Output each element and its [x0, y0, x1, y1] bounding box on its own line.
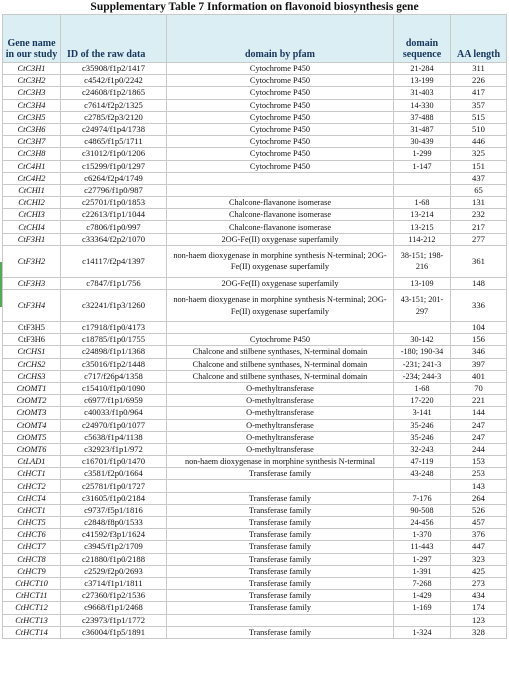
raw-id-cell: c7806/f1p0/997	[61, 221, 167, 233]
aa-length-cell: 217	[451, 221, 507, 233]
domain-sequence-cell: 13-109	[394, 277, 451, 289]
gene-name-cell: CtHCT14	[3, 626, 61, 638]
domain-cell: Transferase family	[167, 492, 394, 504]
domain-sequence-cell: 7-176	[394, 492, 451, 504]
aa-length-cell: 247	[451, 431, 507, 443]
domain-cell: O-methyltransferase	[167, 431, 394, 443]
domain-cell: Cytochrome P450	[167, 148, 394, 160]
gene-name-cell: CtOMT1	[3, 382, 61, 394]
raw-id-cell: c40033/f1p0/964	[61, 407, 167, 419]
domain-sequence-cell: 1-68	[394, 197, 451, 209]
domain-cell: Chalcone-flavanone isomerase	[167, 221, 394, 233]
aa-length-cell: 425	[451, 565, 507, 577]
aa-length-cell: 311	[451, 63, 507, 75]
raw-id-cell: c18785/f1p0/1755	[61, 334, 167, 346]
gene-name-cell: CtHCT11	[3, 590, 61, 602]
raw-id-cell: c17918/f1p0/4173	[61, 322, 167, 334]
raw-id-cell: c22613/f1p1/1044	[61, 209, 167, 221]
aa-length-cell: 357	[451, 99, 507, 111]
aa-length-cell: 437	[451, 172, 507, 184]
table-row	[3, 456, 507, 468]
domain-sequence-cell: 90-508	[394, 504, 451, 516]
domain-sequence-cell: 1-370	[394, 529, 451, 541]
aa-length-cell: 446	[451, 136, 507, 148]
gene-name-cell: CtC3H3	[3, 87, 61, 99]
aa-length-cell: 123	[451, 614, 507, 626]
gene-name-cell: CtC3H1	[3, 63, 61, 75]
domain-cell: O-methyltransferase	[167, 407, 394, 419]
gene-name-cell: CtHCT4	[3, 492, 61, 504]
table-row	[3, 407, 507, 419]
aa-length-cell: 70	[451, 382, 507, 394]
table-row	[3, 492, 507, 504]
aa-length-cell: 277	[451, 233, 507, 245]
domain-cell: Chalcone-flavanone isomerase	[167, 197, 394, 209]
table-row	[3, 517, 507, 529]
aa-length-cell: 153	[451, 456, 507, 468]
raw-id-cell: c5638/f1p4/1138	[61, 431, 167, 443]
raw-id-cell: c6977/f1p1/6959	[61, 395, 167, 407]
domain-sequence-cell: 7-268	[394, 577, 451, 589]
table-row	[3, 590, 507, 602]
raw-id-cell: c3714/f1p1/1811	[61, 577, 167, 589]
aa-length-cell: 144	[451, 407, 507, 419]
domain-sequence-cell: 17-220	[394, 395, 451, 407]
domain-sequence-cell: 1-391	[394, 565, 451, 577]
domain-sequence-cell: 1-297	[394, 553, 451, 565]
table-row	[3, 626, 507, 638]
domain-sequence-cell: 43-151; 201-297	[394, 290, 451, 322]
gene-name-cell: CtOMT2	[3, 395, 61, 407]
raw-id-cell: c717/f26p4/1358	[61, 370, 167, 382]
raw-id-cell: c15299/f1p0/1297	[61, 160, 167, 172]
domain-cell: Transferase family	[167, 553, 394, 565]
raw-id-cell: c9668/f1p1/2468	[61, 602, 167, 614]
raw-id-cell: c16701/f1p0/1470	[61, 456, 167, 468]
table-body	[3, 63, 507, 639]
domain-sequence-cell: 21-284	[394, 63, 451, 75]
table-row	[3, 99, 507, 111]
domain-sequence-cell: 37-488	[394, 111, 451, 123]
domain-cell: Cytochrome P450	[167, 63, 394, 75]
aa-length-cell: 221	[451, 395, 507, 407]
raw-id-cell: c24608/f1p2/1865	[61, 87, 167, 99]
header-domain: domain by pfam	[167, 15, 394, 63]
domain-cell: non-haem dioxygenase in morphine synthesis N-terminal; 2OG-Fe(II) oxygenase superfamily	[167, 290, 394, 322]
domain-cell: 2OG-Fe(II) oxygenase superfamily	[167, 277, 394, 289]
raw-id-cell: c24974/f1p4/1738	[61, 123, 167, 135]
aa-length-cell: 253	[451, 468, 507, 480]
table-row	[3, 334, 507, 346]
domain-cell: Transferase family	[167, 468, 394, 480]
gene-name-cell: CtHCT2	[3, 480, 61, 492]
table-row	[3, 148, 507, 160]
table-row	[3, 614, 507, 626]
table-row	[3, 553, 507, 565]
table-row	[3, 602, 507, 614]
raw-id-cell: c9737/f5p1/1816	[61, 504, 167, 516]
gene-name-cell: CtHCT5	[3, 517, 61, 529]
gene-name-cell: CtF3H1	[3, 233, 61, 245]
raw-id-cell: c36004/f1p5/1891	[61, 626, 167, 638]
domain-cell: 2OG-Fe(II) oxygenase superfamily	[167, 233, 394, 245]
gene-name-cell: CtLAD1	[3, 456, 61, 468]
raw-id-cell: c24898/f1p1/1368	[61, 346, 167, 358]
aa-length-cell: 397	[451, 358, 507, 370]
raw-id-cell: c4865/f1p5/1711	[61, 136, 167, 148]
raw-id-cell: c32923/f1p1/972	[61, 443, 167, 455]
table-row	[3, 322, 507, 334]
table-row	[3, 395, 507, 407]
table-row	[3, 443, 507, 455]
gene-name-cell: CtC3H6	[3, 123, 61, 135]
domain-cell: Transferase family	[167, 590, 394, 602]
domain-sequence-cell: 13-214	[394, 209, 451, 221]
domain-cell: O-methyltransferase	[167, 382, 394, 394]
table-caption: Supplementary Table 7 Information on flavonoid biosynthesis gene	[90, 1, 419, 13]
table-row	[3, 468, 507, 480]
raw-id-cell: c31012/f1p0/1206	[61, 148, 167, 160]
domain-cell: Cytochrome P450	[167, 87, 394, 99]
domain-cell	[167, 172, 394, 184]
domain-cell: Transferase family	[167, 504, 394, 516]
domain-cell	[167, 480, 394, 492]
domain-sequence-cell: 47-119	[394, 456, 451, 468]
domain-sequence-cell: 3-141	[394, 407, 451, 419]
raw-id-cell: c35016/f1p2/1448	[61, 358, 167, 370]
aa-length-cell: 65	[451, 184, 507, 196]
domain-cell: Chalcone and stilbene synthases, N-terminal domain	[167, 370, 394, 382]
gene-name-cell: CtCHI4	[3, 221, 61, 233]
domain-sequence-cell	[394, 480, 451, 492]
table-row	[3, 123, 507, 135]
domain-sequence-cell: 13-215	[394, 221, 451, 233]
domain-cell	[167, 322, 394, 334]
gene-name-cell: CtHCT10	[3, 577, 61, 589]
header-domain-sequence: domain sequence	[394, 15, 451, 63]
aa-length-cell: 510	[451, 123, 507, 135]
aa-length-cell: 156	[451, 334, 507, 346]
table-row	[3, 577, 507, 589]
domain-cell: Cytochrome P450	[167, 334, 394, 346]
domain-sequence-cell: 1-147	[394, 160, 451, 172]
domain-cell: Cytochrome P450	[167, 111, 394, 123]
domain-sequence-cell: 38-151; 198-216	[394, 245, 451, 277]
table-row	[3, 504, 507, 516]
raw-id-cell: c23973/f1p1/1772	[61, 614, 167, 626]
raw-id-cell: c2529/f2p0/2693	[61, 565, 167, 577]
raw-id-cell: c32241/f1p3/1260	[61, 290, 167, 322]
table-row	[3, 358, 507, 370]
table-row	[3, 75, 507, 87]
domain-sequence-cell: -231; 241-3	[394, 358, 451, 370]
gene-name-cell: CtHCT12	[3, 602, 61, 614]
domain-cell: non-haem dioxygenase in morphine synthesis N-terminal	[167, 456, 394, 468]
raw-id-cell: c15410/f1p0/1090	[61, 382, 167, 394]
raw-id-cell: c27796/f1p0/987	[61, 184, 167, 196]
domain-sequence-cell: 35-246	[394, 419, 451, 431]
table-row	[3, 63, 507, 75]
gene-name-cell: CtC3H2	[3, 75, 61, 87]
domain-cell: Transferase family	[167, 529, 394, 541]
domain-sequence-cell: 1-299	[394, 148, 451, 160]
aa-length-cell: 346	[451, 346, 507, 358]
table-header-row	[3, 15, 507, 63]
gene-name-cell: CtF3H2	[3, 245, 61, 277]
gene-name-cell: CtCHS2	[3, 358, 61, 370]
aa-length-cell: 401	[451, 370, 507, 382]
raw-id-cell: c2785/f2p3/2120	[61, 111, 167, 123]
domain-sequence-cell: -234; 244-3	[394, 370, 451, 382]
domain-sequence-cell: 1-429	[394, 590, 451, 602]
table-row	[3, 541, 507, 553]
raw-id-cell: c21880/f1p0/2188	[61, 553, 167, 565]
table-row	[3, 290, 507, 322]
gene-name-cell: CtOMT3	[3, 407, 61, 419]
aa-length-cell: 131	[451, 197, 507, 209]
aa-length-cell: 434	[451, 590, 507, 602]
table-row	[3, 419, 507, 431]
gene-name-cell: CtOMT5	[3, 431, 61, 443]
aa-length-cell: 148	[451, 277, 507, 289]
gene-name-cell: CtCHI3	[3, 209, 61, 221]
domain-sequence-cell: 24-456	[394, 517, 451, 529]
domain-sequence-cell: 1-68	[394, 382, 451, 394]
domain-sequence-cell	[394, 184, 451, 196]
aa-length-cell: 376	[451, 529, 507, 541]
raw-id-cell: c6264/f2p4/1749	[61, 172, 167, 184]
domain-cell: Transferase family	[167, 626, 394, 638]
table-row	[3, 382, 507, 394]
gene-name-cell: CtOMT4	[3, 419, 61, 431]
raw-id-cell: c4542/f1p0/2242	[61, 75, 167, 87]
aa-length-cell: 104	[451, 322, 507, 334]
gene-name-cell: CtOMT6	[3, 443, 61, 455]
gene-name-cell: CtF3H5	[3, 322, 61, 334]
domain-sequence-cell: 11-443	[394, 541, 451, 553]
gene-name-cell: CtC4H2	[3, 172, 61, 184]
aa-length-cell: 264	[451, 492, 507, 504]
aa-length-cell: 226	[451, 75, 507, 87]
table-row	[3, 431, 507, 443]
gene-name-cell: CtCHS1	[3, 346, 61, 358]
gene-name-cell: CtHCT1	[3, 504, 61, 516]
aa-length-cell: 361	[451, 245, 507, 277]
domain-cell: Cytochrome P450	[167, 123, 394, 135]
gene-name-cell: CtHCT9	[3, 565, 61, 577]
raw-id-cell: c7614/f2p2/1325	[61, 99, 167, 111]
domain-cell	[167, 614, 394, 626]
domain-sequence-cell	[394, 172, 451, 184]
aa-length-cell: 247	[451, 419, 507, 431]
aa-length-cell: 328	[451, 626, 507, 638]
aa-length-cell: 447	[451, 541, 507, 553]
aa-length-cell: 336	[451, 290, 507, 322]
table-row	[3, 197, 507, 209]
gene-name-cell: CtC3H4	[3, 99, 61, 111]
aa-length-cell: 151	[451, 160, 507, 172]
domain-sequence-cell: 1-324	[394, 626, 451, 638]
gene-name-cell: CtC3H5	[3, 111, 61, 123]
domain-cell: Cytochrome P450	[167, 99, 394, 111]
header-raw-id: ID of the raw data	[61, 15, 167, 63]
raw-id-cell: c3581/f2p0/1664	[61, 468, 167, 480]
gene-name-cell: CtF3H6	[3, 334, 61, 346]
raw-id-cell: c25781/f1p0/1727	[61, 480, 167, 492]
raw-id-cell: c7847/f1p1/756	[61, 277, 167, 289]
domain-cell: Transferase family	[167, 577, 394, 589]
gene-name-cell: CtHCT8	[3, 553, 61, 565]
gene-name-cell: CtHCT6	[3, 529, 61, 541]
domain-cell: Cytochrome P450	[167, 160, 394, 172]
table-row	[3, 245, 507, 277]
raw-id-cell: c31605/f1p0/2184	[61, 492, 167, 504]
table-row	[3, 233, 507, 245]
raw-id-cell: c2848/f8p0/1533	[61, 517, 167, 529]
table-row	[3, 87, 507, 99]
table-row	[3, 184, 507, 196]
domain-sequence-cell: 30-142	[394, 334, 451, 346]
header-gene-name: Gene name in our study	[3, 15, 61, 63]
domain-cell: O-methyltransferase	[167, 419, 394, 431]
raw-id-cell: c25701/f1p0/1853	[61, 197, 167, 209]
domain-sequence-cell: 43-248	[394, 468, 451, 480]
gene-name-cell: CtF3H4	[3, 290, 61, 322]
table-row	[3, 480, 507, 492]
table-row	[3, 136, 507, 148]
aa-length-cell: 232	[451, 209, 507, 221]
domain-sequence-cell: 14-330	[394, 99, 451, 111]
domain-sequence-cell: 31-487	[394, 123, 451, 135]
aa-length-cell: 273	[451, 577, 507, 589]
domain-cell: Cytochrome P450	[167, 136, 394, 148]
table-row	[3, 565, 507, 577]
aa-length-cell: 515	[451, 111, 507, 123]
table-row	[3, 111, 507, 123]
table-row	[3, 209, 507, 221]
aa-length-cell: 417	[451, 87, 507, 99]
domain-cell: Transferase family	[167, 565, 394, 577]
domain-cell: Transferase family	[167, 541, 394, 553]
gene-name-cell: CtC4H1	[3, 160, 61, 172]
gene-name-cell: CtHCT7	[3, 541, 61, 553]
header-aa-length: AA length	[451, 15, 507, 63]
table-row	[3, 160, 507, 172]
domain-cell: Cytochrome P450	[167, 75, 394, 87]
raw-id-cell: c33364/f2p2/1070	[61, 233, 167, 245]
domain-sequence-cell	[394, 614, 451, 626]
raw-id-cell: c41592/f3p1/1624	[61, 529, 167, 541]
aa-length-cell: 325	[451, 148, 507, 160]
aa-length-cell: 526	[451, 504, 507, 516]
domain-sequence-cell: 35-246	[394, 431, 451, 443]
gene-name-cell: CtHCT13	[3, 614, 61, 626]
raw-id-cell: c24970/f1p0/1077	[61, 419, 167, 431]
domain-sequence-cell: -180; 190-34	[394, 346, 451, 358]
domain-sequence-cell: 31-403	[394, 87, 451, 99]
domain-sequence-cell: 114-212	[394, 233, 451, 245]
aa-length-cell: 323	[451, 553, 507, 565]
domain-cell: O-methyltransferase	[167, 395, 394, 407]
domain-cell: Chalcone and stilbene synthases, N-terminal domain	[167, 346, 394, 358]
table-row	[3, 346, 507, 358]
domain-sequence-cell: 1-169	[394, 602, 451, 614]
aa-length-cell: 244	[451, 443, 507, 455]
domain-sequence-cell	[394, 322, 451, 334]
raw-id-cell: c27360/f1p2/1536	[61, 590, 167, 602]
domain-cell: O-methyltransferase	[167, 443, 394, 455]
table-row	[3, 221, 507, 233]
domain-sequence-cell: 30-439	[394, 136, 451, 148]
domain-cell: Chalcone-flavanone isomerase	[167, 209, 394, 221]
gene-name-cell: CtC3H8	[3, 148, 61, 160]
domain-sequence-cell: 32-243	[394, 443, 451, 455]
domain-cell: Transferase family	[167, 517, 394, 529]
domain-cell: non-haem dioxygenase in morphine synthesis N-terminal; 2OG-Fe(II) oxygenase superfamily	[167, 245, 394, 277]
gene-name-cell: CtCHI1	[3, 184, 61, 196]
aa-length-cell: 174	[451, 602, 507, 614]
aa-length-cell: 457	[451, 517, 507, 529]
gene-name-cell: CtC3H7	[3, 136, 61, 148]
table-row	[3, 172, 507, 184]
domain-sequence-cell: 13-199	[394, 75, 451, 87]
raw-id-cell: c3945/f1p2/1709	[61, 541, 167, 553]
domain-cell: Chalcone and stilbene synthases, N-terminal domain	[167, 358, 394, 370]
gene-name-cell: CtF3H3	[3, 277, 61, 289]
table-row	[3, 370, 507, 382]
raw-id-cell: c35908/f1p2/1417	[61, 63, 167, 75]
gene-name-cell: CtCHS3	[3, 370, 61, 382]
raw-id-cell: c14117/f2p4/1397	[61, 245, 167, 277]
flavonoid-gene-table	[2, 14, 507, 639]
table-row	[3, 529, 507, 541]
gene-name-cell: CtCHI2	[3, 197, 61, 209]
aa-length-cell: 143	[451, 480, 507, 492]
gene-name-cell: CtHCT1	[3, 468, 61, 480]
table-row	[3, 277, 507, 289]
domain-cell: Transferase family	[167, 602, 394, 614]
domain-cell	[167, 184, 394, 196]
